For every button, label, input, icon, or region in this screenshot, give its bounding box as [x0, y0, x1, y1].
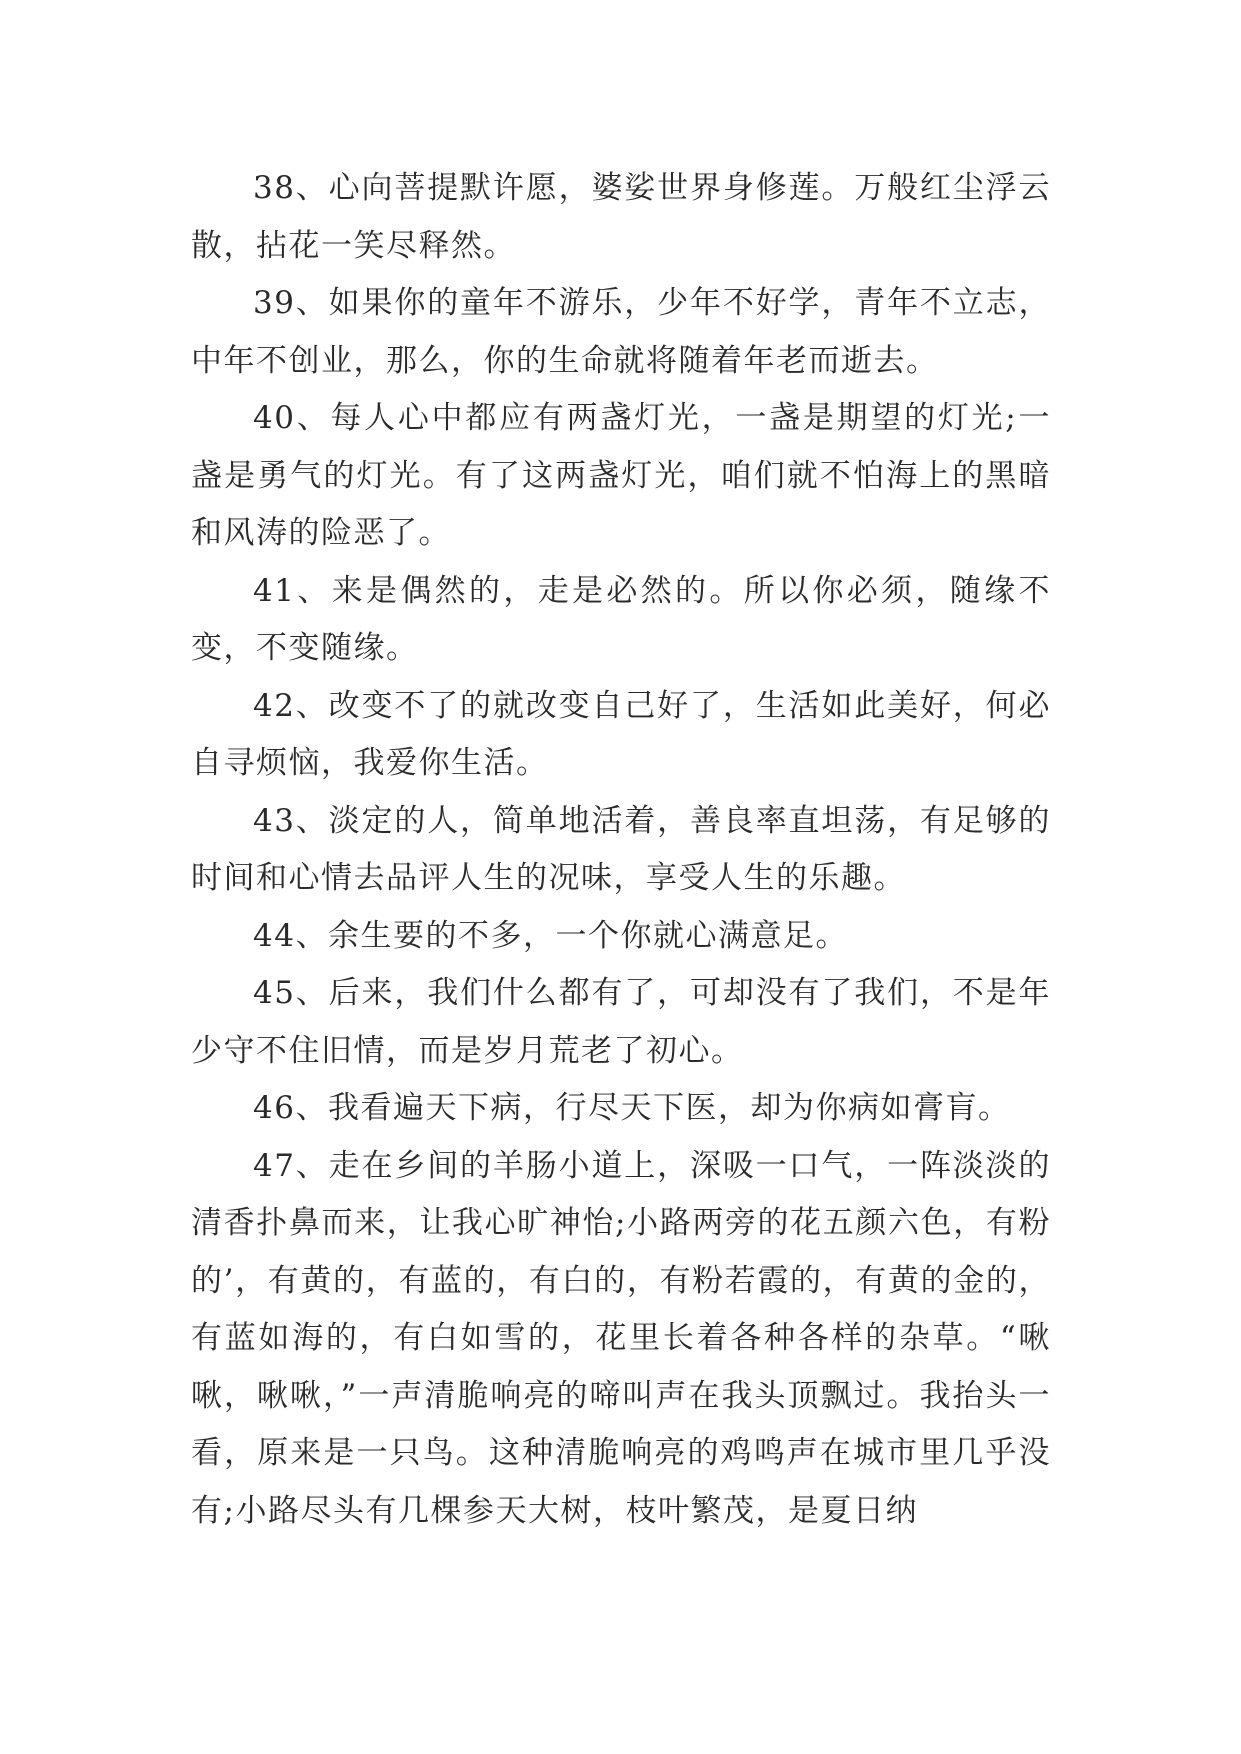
paragraph-47: 47、走在乡间的羊肠小道上，深吸一口气，一阵淡淡的清香扑鼻而来，让我心旷神怡;小路两旁的花五颜六色，有粉的’，有黄的，有蓝的，有白的，有粉若霞的，有黄的金的，有蓝如海的，有白如雪的，花里长着各种各样的杂草。“啾啾，啾啾，”一声清脆响亮的啼叫声在我头顶飘过。我抬头一看，原来是一只鸟。这种清脆响亮的鸡鸣声在城市里几乎没有;小路尽头有几棵参天大树，枝叶繁茂，是夏日纳: [191, 1147, 1051, 1529]
paragraph-46: 46、我看遍天下病，行尽天下医，却为你病如膏肓。: [253, 1090, 1011, 1126]
paragraph-39: 39、如果你的童年不游乐，少年不好学，青年不立志，中年不创业，那么，你的生命就将随着年老而逝去。: [191, 285, 1051, 379]
paragraph-40: 40、每人心中都应有两盏灯光，一盏是期望的灯光;一盏是勇气的灯光。有了这两盏灯光，咱们就不怕海上的黑暗和风涛的险恶了。: [191, 400, 1051, 551]
paragraph-45: 45、后来，我们什么都有了，可却没有了我们，不是年少守不住旧情，而是岁月荒老了初心。: [191, 975, 1051, 1069]
paragraph-43: 43、淡定的人，简单地活着，善良率直坦荡，有足够的时间和心情去品评人生的况味，享受人生的乐趣。: [191, 802, 1051, 896]
document-body: [191, 160, 1051, 1540]
paragraph-38: 38、心向菩提默许愿，婆娑世界身修莲。万般红尘浮云散，拈花一笑尽释然。: [191, 170, 1051, 264]
paragraph-42: 42、改变不了的就改变自己好了，生活如此美好，何必自寻烦恼，我爱你生活。: [191, 687, 1051, 781]
paragraph-41: 41、来是偶然的，走是必然的。所以你必须，随缘不变，不变随缘。: [191, 572, 1051, 666]
paragraph-44: 44、余生要的不多，一个你就心满意足。: [253, 917, 848, 954]
